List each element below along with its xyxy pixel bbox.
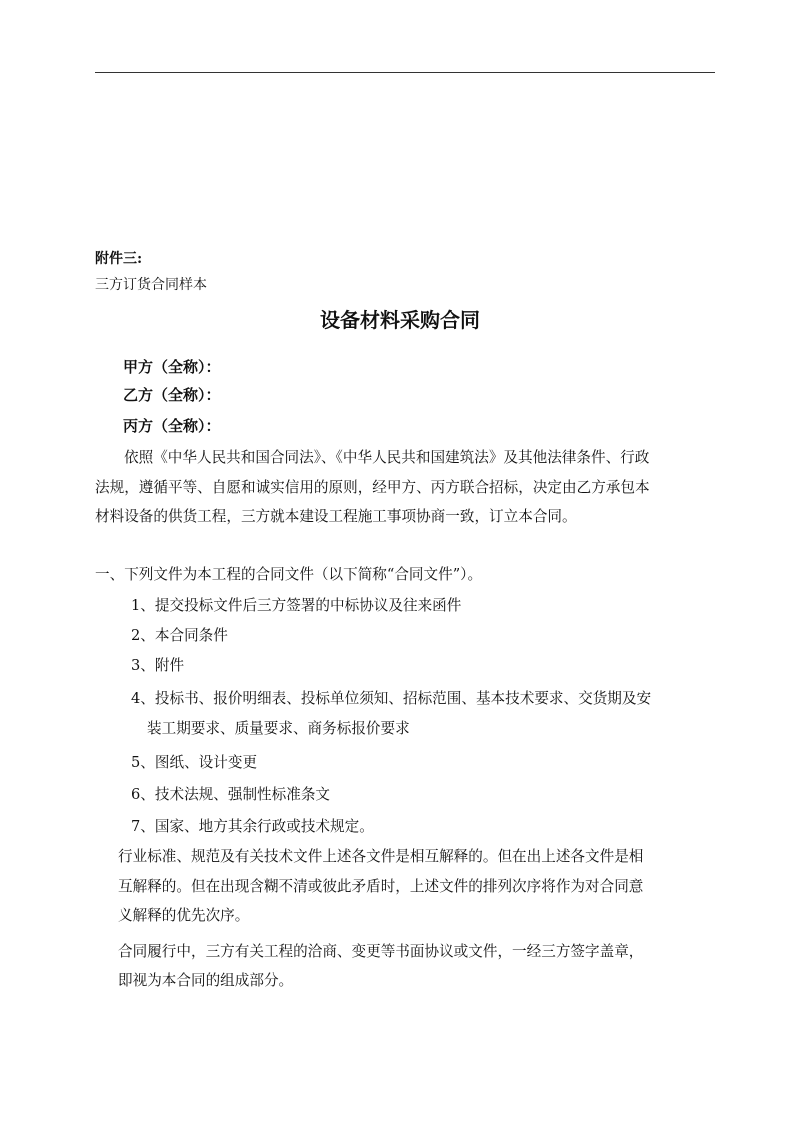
paragraph-line: 合同履行中，三方有关工程的洽商、变更等书面协议或文件，一经三方签字盖章， — [118, 943, 644, 960]
party-a-label: 甲方（全称）： — [123, 358, 221, 376]
list-item-continuation: 装工期要求、质量要求、商务标报价要求 — [147, 720, 410, 737]
preamble-line: 法规，遵循平等、自愿和诚实信用的原则，经甲方、丙方联合招标，决定由乙方承包本 — [95, 479, 650, 496]
annex-label: 附件三: — [95, 251, 143, 267]
annex-subtitle: 三方订货合同样本 — [95, 277, 207, 293]
paragraph-line: 行业标准、规范及有关技术文件上述各文件是相互解释的。但在出上述各文件是相 — [118, 848, 644, 865]
list-item: 5、图纸、设计变更 — [131, 754, 258, 771]
list-item: 6、技术法规、强制性标准条文 — [131, 786, 331, 803]
document-title: 设备材料采购合同 — [320, 308, 480, 332]
list-item: 1、提交投标文件后三方签署的中标协议及往来函件 — [131, 597, 462, 614]
list-item: 4、投标书、报价明细表、投标单位须知、招标范围、基本技术要求、交货期及安 — [131, 690, 652, 707]
preamble-line: 材料设备的供货工程，三方就本建设工程施工事项协商一致，订立本合同。 — [95, 508, 577, 525]
party-b-label: 乙方（全称）： — [123, 386, 221, 404]
amendment-paragraph — [118, 942, 718, 991]
preamble-paragraph — [95, 448, 715, 527]
preamble-line: 依照《中华人民共和国合同法》、《中华人民共和国建筑法》及其他法律条件、行政 — [124, 449, 650, 466]
section-1-heading: 一、下列文件为本工程的合同文件（以下简称“合同文件”）。 — [95, 566, 483, 583]
list-item: 2、本合同条件 — [131, 627, 228, 644]
party-c-label: 丙方（全称）： — [123, 417, 221, 435]
header-rule — [95, 72, 715, 73]
paragraph-line: 即视为本合同的组成部分。 — [118, 972, 294, 989]
paragraph-line: 互解释的。但在出现含糊不清或彼此矛盾时，上述文件的排列次序将作为对合同意 — [118, 878, 644, 895]
interpretation-paragraph — [118, 847, 718, 926]
list-item: 3、附件 — [131, 657, 185, 674]
paragraph-line: 义解释的优先次序。 — [118, 907, 250, 924]
list-item: 7、国家、地方其余行政或技术规定。 — [131, 818, 374, 835]
